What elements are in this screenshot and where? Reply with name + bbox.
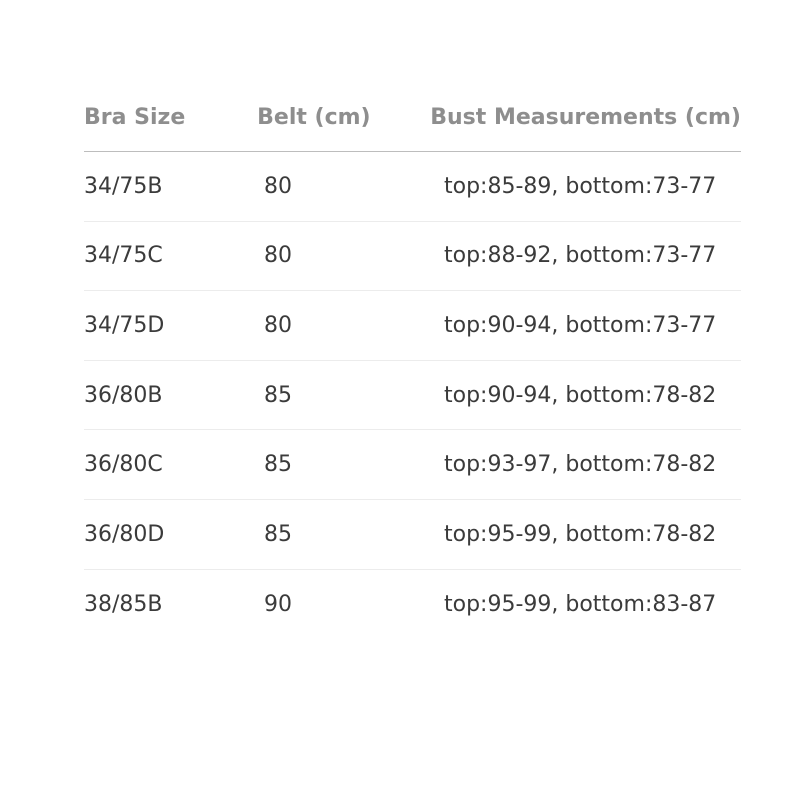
- cell-bra-size: 34/75C: [84, 243, 163, 269]
- cell-belt: 80: [264, 312, 292, 338]
- table-row: [84, 361, 741, 431]
- table-row: [84, 291, 741, 361]
- cell-belt: 90: [264, 591, 292, 617]
- header-bra-size: Bra Size: [84, 105, 186, 130]
- header-belt: Belt (cm): [257, 105, 371, 130]
- header-bust-measurements: Bust Measurements (cm): [430, 105, 741, 130]
- table-header-row: [84, 84, 741, 152]
- cell-bust: top:90-94, bottom:73-77: [444, 312, 717, 338]
- cell-bra-size: 34/75B: [84, 173, 163, 199]
- table-row: [84, 500, 741, 570]
- cell-bust: top:88-92, bottom:73-77: [444, 243, 717, 269]
- cell-belt: 85: [264, 521, 292, 547]
- cell-bra-size: 36/80C: [84, 452, 163, 478]
- cell-bust: top:90-94, bottom:78-82: [444, 382, 717, 408]
- cell-bust: top:95-99, bottom:83-87: [444, 591, 717, 617]
- cell-belt: 80: [264, 173, 292, 199]
- cell-bust: top:85-89, bottom:73-77: [444, 173, 717, 199]
- cell-belt: 85: [264, 452, 292, 478]
- cell-belt: 85: [264, 382, 292, 408]
- cell-bra-size: 36/80B: [84, 382, 163, 408]
- cell-belt: 80: [264, 243, 292, 269]
- table-row: [84, 430, 741, 500]
- size-chart-table: [84, 84, 741, 639]
- table-row: [84, 222, 741, 292]
- table-row: [84, 570, 741, 640]
- cell-bust: top:95-99, bottom:78-82: [444, 521, 717, 547]
- table-row: [84, 152, 741, 222]
- cell-bra-size: 34/75D: [84, 312, 165, 338]
- cell-bra-size: 36/80D: [84, 521, 165, 547]
- cell-bust: top:93-97, bottom:78-82: [444, 452, 717, 478]
- cell-bra-size: 38/85B: [84, 591, 163, 617]
